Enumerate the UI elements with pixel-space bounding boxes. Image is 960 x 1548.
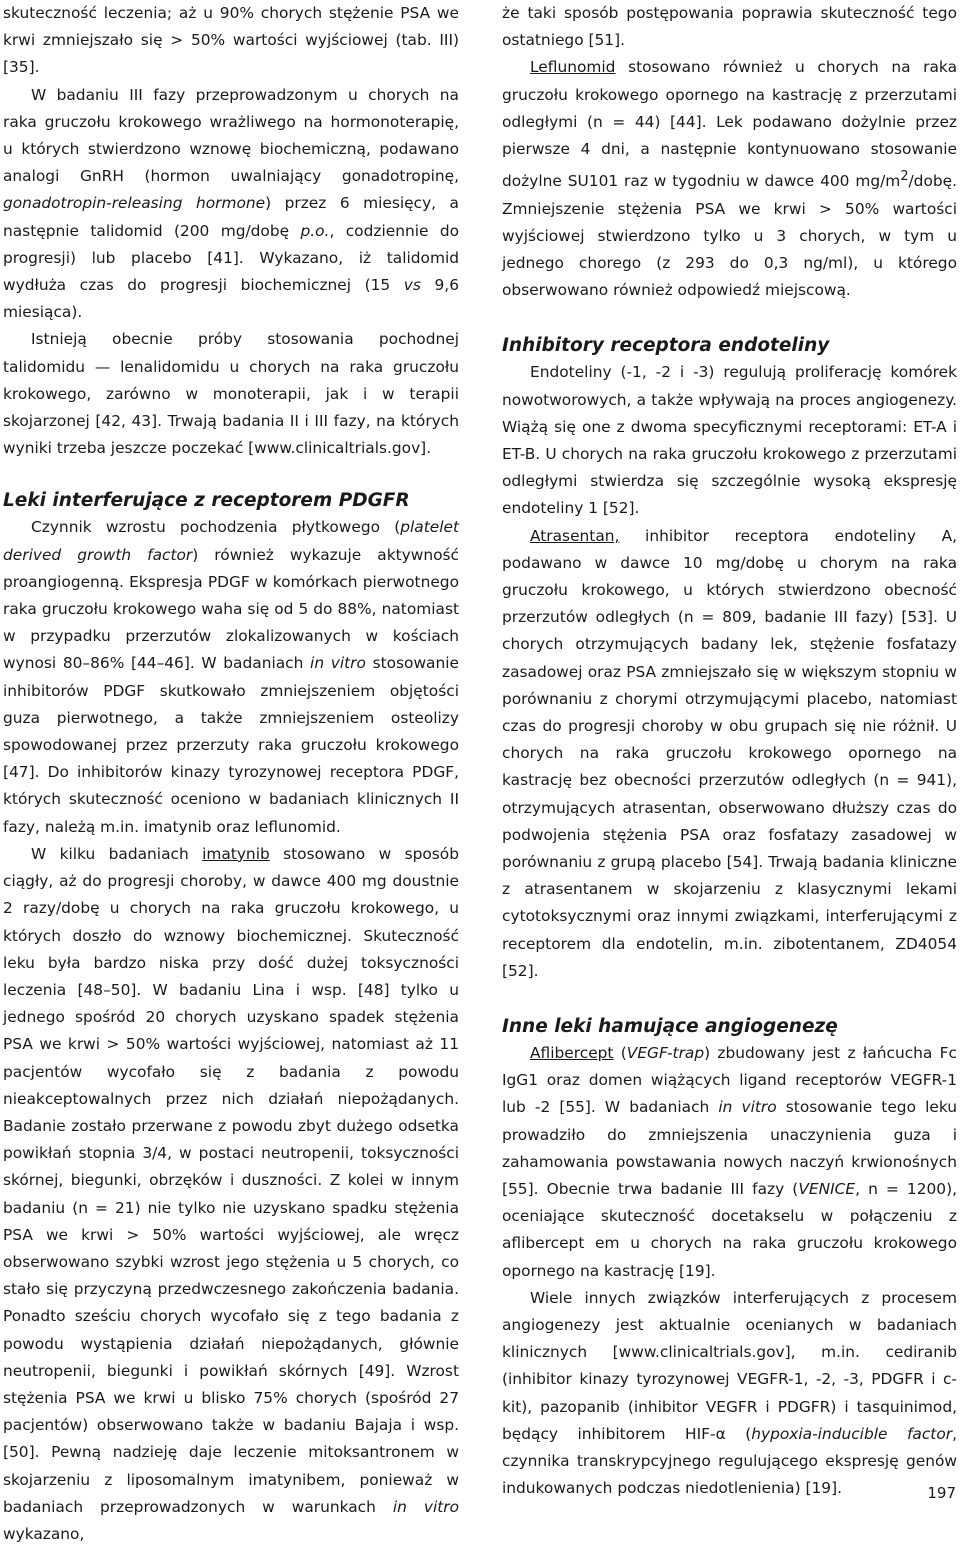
right-column — [502, 0, 957, 1502]
italic-term: gonadotropin-releasing hormone — [3, 194, 266, 213]
text-run: stosowanie tego leku prowadziło do zmniejszenia unaczynienia guza i zahamowania powstawania nowych naczyń krwionośnych [55]. Obecnie trwa badanie III fazy ( — [502, 1098, 958, 1199]
left-column — [3, 0, 459, 1548]
text-run: ) również wykazuje aktywność proangiogenną. Ekspresja PDGF w komórkach pierwotnego raka gruczołu krokowego waha się od 5 do 88%, natomiast w przypadku przerzutów zlokalizowanych w kościach wynosi 80–86% [44–46]. W badaniach — [3, 545, 460, 673]
page-number: 197 — [927, 1484, 956, 1502]
underlined-term: Atrasentan, — [530, 526, 620, 545]
text-run: inhibitor receptora endoteliny A, podawano w dawce 10 mg/dobę u chorym na raka gruczołu krokowego, u których stwierdzono obecność przerzutów odległych (n = 809, badanie III fazy) [53]. U chorych otrzymujących badany lek, stężenie fosfatazy zasadowej oraz PSA zmniejszało się w większym stopniu w porównaniu z chorymi otrzymującymi placebo, natomiast czas do progresji choroby w obu grupach się nie różnił. U chorych na raka gruczołu krokowego opornego na kastrację bez obecności przerzutów odległych (n = 941), otrzymujących atrasentan, obserwowano dłuższy czas do podwojenia stężenia PSA oraz fosfatazy zasadowej w porównaniu z grupą placebo [54]. Trwają badania kliniczne z atrasentanem w skojarzeniu z klasycznymi lekami cytotoksycznymi oraz innymi związkami, interferującymi z receptorem dla endotelin, m.in. zibotentanem, ZD4054 [52]. — [502, 526, 957, 980]
right-paragraph-5 — [502, 1040, 957, 1285]
text-run: , n = 1200), oceniające skuteczność docetakselu w połączeniu z aflibercept em u chorych na raka gruczołu krokowego opornego na kastrację [19]. — [502, 1180, 957, 1280]
text-run: , czynnika transkrypcyjnego regulującego ekspresję genów indukowanych podczas niedotlenienia) [19]. — [502, 1424, 957, 1498]
text-run: ) przez 6 miesięcy, a następnie talidomid (200 mg/dobę — [3, 194, 459, 240]
italic-term: VEGF-trap — [626, 1044, 705, 1063]
right-paragraph-3: Endoteliny (-1, -2 i -3) regulują proliferację komórek nowotworowych, a także wpływają na proces angiogenezy. Wiążą się one z dwoma specyficznymi receptorami: ET-A i ET-B. U chorych na raka gruczołu krokowego z przerzutami odległymi stwierdza się szczególnie wysoką ekspresję endoteliny 1 [52]. — [502, 363, 957, 518]
italic-term: in vitro — [392, 1497, 459, 1516]
text-run: , codziennie do progresji) lub placebo [41]. Wykazano, iż talidomid wydłuża czas do progresji biochemicznej (15 — [3, 221, 459, 295]
text-run: stosowanie inhibitorów PDGF skutkowało zmniejszeniem objętości guza pierwotnego, a także zmniejszeniem osteolizy spowodowanej przez przerzuty raka gruczołu krokowego [47]. Do inhibitorów kinazy tyrozynowej receptora PDGF, których skuteczność oceniono w badaniach klinicznych II fazy, należą m.in. imatynib oraz leflunomid. — [3, 654, 459, 836]
italic-term: hypoxia-inducible factor — [751, 1424, 953, 1443]
text-run: W kilku badaniach — [31, 844, 203, 863]
underlined-term: Leflunomid — [530, 58, 616, 77]
section-heading-angiogenesis: Inne leki hamujące angiogenezę — [502, 1016, 838, 1038]
text-run: stosowano również u chorych na raka gruczołu krokowego opornego na kastrację z przerzutami odległymi (n = 44) [44]. Lek podawano dożylnie przez pierwsze 4 dni, a następnie kontynuowano stosowanie dożylne SU101 raz w tygodniu w dawce 400 mg/m — [502, 58, 957, 191]
text-run: ( — [613, 1044, 627, 1063]
text-run: ) zbudowany jest z łańcucha Fc IgG1 oraz domen wiążących ligand receptorów VEGFR-1 lub -2 [55]. W badaniach — [502, 1044, 957, 1117]
text-run: /dobę. Zmniejszenie stężenia PSA we krwi > 50% wartości wyjściowej stwierdzono tylko u 3 chorych, w tym u jednego chorego (z 293 do 0,3 ng/ml), u którego obserwowano również odpowiedź miejscową. — [502, 172, 957, 300]
text-run: W badaniu III fazy przeprowadzonym u chorych na raka gruczołu krokowego wrażliwego na hormonoterapię, u których stwierdzono wznowę biochemiczną, podawano analogi GnRH (hormon uwalniający gonadotropinę, — [3, 85, 459, 186]
left-paragraph-1: skuteczność leczenia; aż u 90% chorych stężenie PSA we krwi zmniejszało się > 50% wartości wyjściowej (tab. III) [35]. — [3, 4, 459, 77]
text-run: Wiele innych związków interferujących z procesem angiogenezy jest aktualnie ocenianych w badaniach klinicznych [www.clinicaltrials.gov], m.in. cediranib (inhibitor kinazy tyrozynowej VEGFR-1, -2, -3, PDGFR i c-kit), pazopanib (inhibitor VEGFR i PDGFR) i tasquinimod, będący inhibitorem HIF-α ( — [502, 1288, 957, 1443]
underlined-term: imatynib — [202, 844, 270, 863]
italic-term: in vitro — [718, 1098, 777, 1117]
left-paragraph-5 — [3, 841, 459, 1548]
section-heading-pdgfr: Leki interferujące z receptorem PDGFR — [3, 490, 410, 512]
left-paragraph-4 — [3, 514, 459, 840]
right-paragraph-4 — [502, 523, 957, 985]
right-paragraph-2 — [502, 54, 957, 304]
text-run: wykazano, — [3, 1524, 85, 1543]
left-paragraph-3: Istnieją obecnie próby stosowania pochodnej talidomidu — lenalidomidu u chorych na raka gruczołu krokowego, zarówno w monoterapii, jak i w terapii skojarzonej [42, 43]. Trwają badania II i III fazy, na których wyniki trzeba jeszcze poczekać [www.clinicaltrials.gov]. — [3, 330, 459, 458]
text-run: 9,6 miesiąca). — [3, 276, 459, 322]
left-paragraph-2 — [3, 82, 459, 327]
section-heading-endothelin: Inhibitory receptora endoteliny — [502, 335, 830, 357]
italic-term: vs — [403, 276, 421, 295]
italic-term: in vitro — [310, 654, 366, 673]
right-paragraph-1: że taki sposób postępowania poprawia skuteczność tego ostatniego [51]. — [502, 4, 957, 50]
italic-term: VENICE — [798, 1180, 856, 1199]
text-run: Czynnik wzrostu pochodzenia płytkowego ( — [31, 518, 401, 537]
underlined-term: Aflibercept — [530, 1044, 614, 1063]
italic-term: platelet derived growth factor — [3, 518, 459, 564]
text-run: stosowano w sposób ciągły, aż do progresji choroby, w dawce 400 mg doustnie 2 razy/dobę u chorych na raka gruczołu krokowego, u których doszło do wznowy biochemicznej. Skuteczność leku była bardzo niska przy dość dużej toksyczności leczenia [48–50]. W badaniu Lina i wsp. [48] tylko u jednego spośród 20 chorych uzyskano spadek stężenia PSA we krwi > 50% wartości wyjściowej, natomiast aż 11 pacjentów wycofało się z badania z powodu nieakceptowalnych przez nich działań niepożądanych. Badanie zostało przerwane z powodu zbyt dużego odsetka powikłań stopnia 3/4, w postaci neutropenii, toksyczności skórnej, biegunki, obrzęków i duszności. Z kolei w innym badaniu (n = 21) nie tylko nie uzyskano spadku stężenia PSA we krwi > 50% wartości wyjściowej, ale wręcz obserwowano szybki wzrost jego stężenia u 5 chorych, co stało się przyczyną przedwczesnego zakończenia badania. Ponadto sześciu chorych wycofało się z tego badania z powodu wystąpienia działań niepożądanych, głównie neutropenii, biegunki i powikłań skórnych [49]. Wzrost stężenia PSA we krwi u blisko 75% chorych (spośród 27 pacjentów) obserwowano także w badaniu Bajaja i wsp. [50]. Pewną nadzieję daje leczenie mitoksantronem w skojarzeniu z liposomalnym imatynibem, ponieważ w badaniach przeprowadzonych w warunkach — [3, 844, 459, 1516]
right-paragraph-6 — [502, 1285, 957, 1503]
italic-term: p.o. — [300, 221, 330, 240]
superscript: 2 — [900, 169, 909, 185]
